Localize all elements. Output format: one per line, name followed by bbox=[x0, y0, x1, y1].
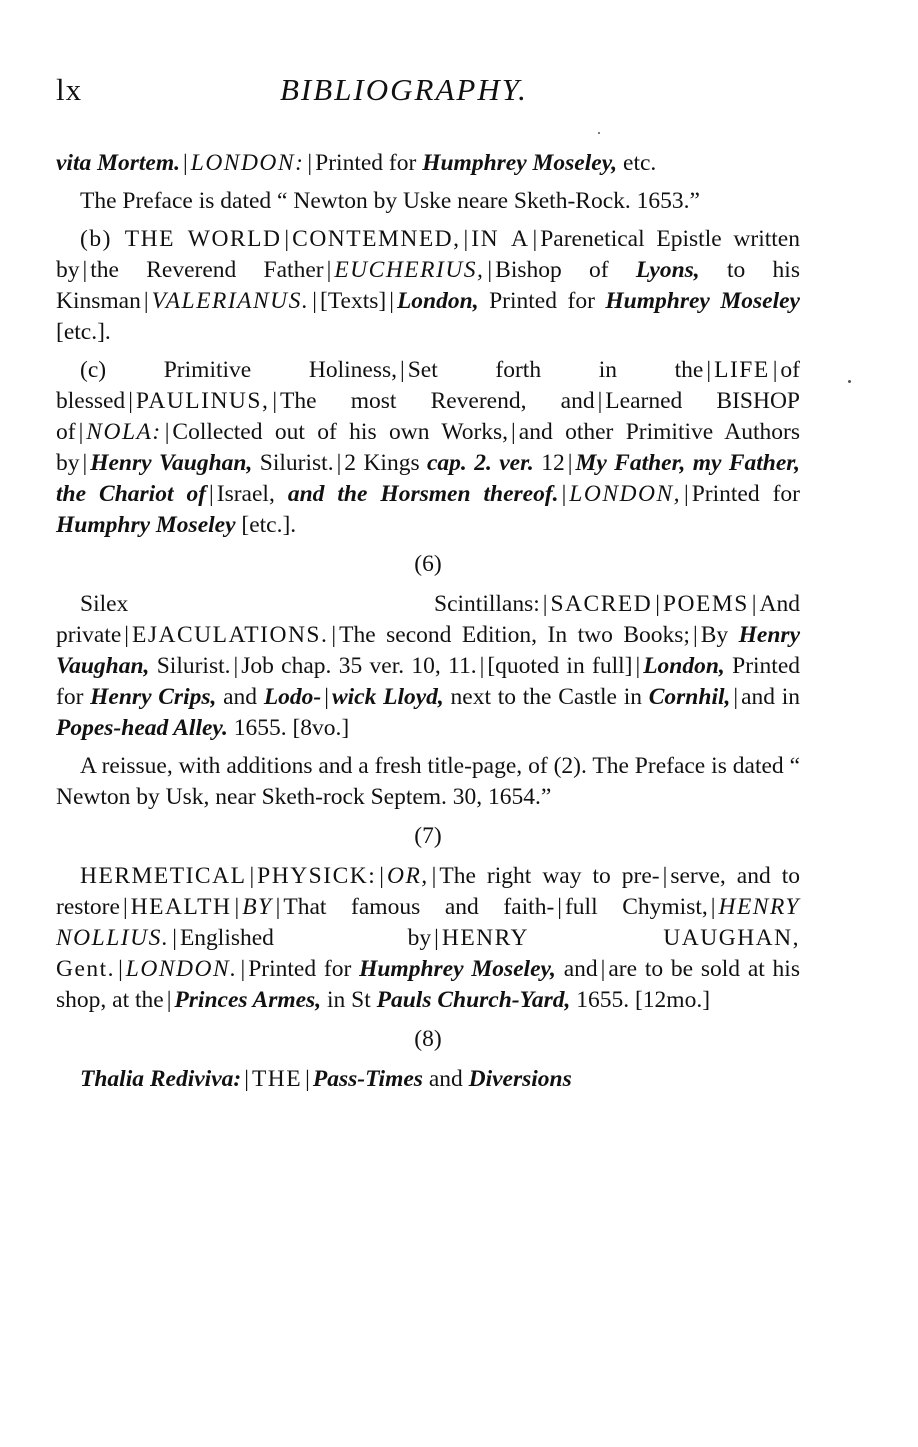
text-span: BY bbox=[242, 894, 273, 920]
entry-number-8: (8) bbox=[414, 1026, 442, 1052]
text-span: Lodo- bbox=[263, 684, 322, 710]
page-body bbox=[56, 148, 800, 1102]
text-span: and the Horsmen thereof. bbox=[287, 481, 559, 507]
text-span: And private bbox=[56, 591, 800, 648]
text-span: wick Lloyd, bbox=[331, 684, 444, 710]
text-span: Humphrey Moseley, bbox=[422, 150, 618, 176]
paragraph-primitive-holiness: (c) Primitive Holiness, | Set forth in the | LIFE | of blessed | PAULINUS, | The most Reverend, and | Learned BISHOP of | NOLA: | Collected out of his own Works, | and other Primitive Authors by | Henry Vaughan, Silurist. | 2 Kings cap. 2. ver. 12 | My Father, my Father, the Chariot of | Israel, and the Horsmen thereof. | LONDON, | Printed for Humphry Moseley [etc.]. bbox=[56, 357, 801, 538]
text-span: HERMETICAL bbox=[80, 863, 247, 889]
paragraph-thalia-rediviva: Thalia Rediviva: | THE | Pass-Times and Diversions bbox=[80, 1066, 572, 1092]
text-span: That famous and faith- bbox=[283, 894, 555, 920]
text-span: Printed for bbox=[489, 288, 595, 314]
text-span: Henry Vaughan, bbox=[56, 622, 800, 679]
text-span: EJACULATIONS. bbox=[131, 622, 329, 648]
text-span: and bbox=[563, 956, 598, 982]
text-span: LONDON, bbox=[569, 481, 681, 507]
text-span: of blessed bbox=[56, 357, 800, 414]
text-span: Set forth in the bbox=[407, 357, 704, 383]
page-header bbox=[56, 72, 816, 116]
paper-speck bbox=[598, 132, 600, 134]
text-span: Bishop of bbox=[495, 257, 609, 283]
text-span: CONTEMNED, bbox=[292, 226, 461, 252]
text-span: and bbox=[223, 684, 258, 710]
text-span: POEMS bbox=[662, 591, 749, 617]
text-span: EUCHERIUS, bbox=[334, 257, 485, 283]
text-span: 12 bbox=[541, 450, 565, 476]
text-span: next to the Castle in bbox=[450, 684, 642, 710]
text-span: The most Reverend, and bbox=[280, 388, 595, 414]
text-span: VALERIANUS. bbox=[151, 288, 310, 314]
text-span: HENRY UAUGHAN, Gent. bbox=[56, 925, 800, 982]
page-number: lx bbox=[56, 72, 83, 107]
text-span: Princes Armes, bbox=[174, 987, 322, 1013]
text-span: in St bbox=[326, 987, 371, 1013]
text-span: full Chymist, bbox=[564, 894, 708, 920]
entry-number-7: (7) bbox=[414, 823, 442, 849]
text-span: Collected out of his own Works, bbox=[172, 419, 509, 445]
text-span: PAULINUS, bbox=[135, 388, 270, 414]
text-span: London, bbox=[396, 288, 479, 314]
text-span: Englished by bbox=[179, 925, 432, 951]
text-span: Printed for bbox=[56, 653, 801, 710]
text-span: Humphry Moseley bbox=[56, 512, 236, 538]
text-span: and bbox=[428, 1066, 463, 1092]
text-span: Henry Crips, bbox=[90, 684, 217, 710]
text-span: [etc.]. bbox=[56, 319, 111, 345]
text-span: SACRED bbox=[550, 591, 653, 617]
paragraph-world-contemned: (b) THE WORLD | CONTEMNED, | IN A | Parenetical Epistle written by | the Reverend Father | EUCHERIUS, | Bishop of Lyons, to his Kinsman | VALERIANUS. | [Texts] | London, Printed for Humphrey Moseley [etc.]. bbox=[56, 226, 800, 345]
text-span: LIFE bbox=[714, 357, 770, 383]
running-title: BIBLIOGRAPHY. bbox=[280, 72, 528, 107]
text-span: Silurist. bbox=[259, 450, 334, 476]
text-span: LONDON. bbox=[125, 956, 238, 982]
text-span: By bbox=[700, 622, 729, 648]
text-span: and other Primitive Authors by bbox=[56, 419, 800, 476]
text-span: (b) THE WORLD bbox=[80, 226, 282, 252]
text-span: Thalia Rediviva: bbox=[80, 1066, 242, 1092]
text-span: [quoted in full] bbox=[487, 653, 633, 679]
text-span: Cornhil, bbox=[648, 684, 731, 710]
text-span: [Texts] bbox=[320, 288, 387, 314]
text-span: vita Mortem. bbox=[56, 150, 181, 176]
text-span: Silex Scintillans: bbox=[80, 591, 540, 617]
paper-speck bbox=[848, 380, 851, 383]
text-span: Printed for bbox=[691, 481, 800, 507]
paragraph-hermetical-physick: HERMETICAL | PHYSICK: | OR, | The right way to pre- | serve, and to restore | HEALTH | BY | That famous and faith- | full Chymist, | HENRY NOLLIUS. | Englished by | HENRY UAUGHAN, Gent. | LONDON. | Printed for Humphrey Moseley, and | are to be sold at his shop, at the | Princes Armes, in St Pauls Church-Yard, 1655. [12mo.] bbox=[56, 863, 800, 1013]
paragraph-silex-scintillans: Silex Scintillans: | SACRED | POEMS | And private | EJACULATIONS. | The second Edition, In two Books; | By Henry Vaughan, Silurist. | Job chap. 35 ver. 10, 11. | [quoted in full] | London, Printed for Henry Crips, and Lodo- | wick Lloyd, next to the Castle in Cornhil, | and in Popes-head Alley. 1655. [8vo.] bbox=[56, 591, 801, 741]
text-span: (c) Primitive Holiness, bbox=[80, 357, 397, 383]
text-span: to his Kinsman bbox=[56, 257, 800, 314]
entry-number-6: (6) bbox=[414, 551, 442, 577]
text-span: LONDON: bbox=[190, 150, 305, 176]
text-span: etc. bbox=[623, 150, 657, 176]
text-span: The second Edition, In two Books; bbox=[339, 622, 690, 648]
text-span: and in bbox=[741, 684, 801, 710]
text-span: HEALTH bbox=[130, 894, 232, 920]
text-span: are to be sold at his shop, at the bbox=[56, 956, 800, 1013]
text-span: Israel, bbox=[216, 481, 275, 507]
text-span: Parenetical Epistle written by bbox=[56, 226, 800, 283]
text-span: Popes-head Alley. bbox=[56, 715, 228, 741]
text-span: serve, and to restore bbox=[56, 863, 800, 920]
text-span: Printed for bbox=[248, 956, 352, 982]
text-span: HENRY NOLLIUS. bbox=[56, 894, 800, 951]
paragraph-vita-mortem: vita Mortem. | LONDON: | Printed for Humphrey Moseley, etc. bbox=[56, 150, 657, 176]
text-span: [etc.]. bbox=[241, 512, 297, 538]
text-span: Job chap. 35 ver. 10, 11. bbox=[241, 653, 477, 679]
text-span: London, bbox=[643, 653, 725, 679]
text-span: the Reverend Father bbox=[90, 257, 324, 283]
text-span: Learned BISHOP of bbox=[56, 388, 800, 445]
text-span: Printed for bbox=[315, 150, 417, 176]
text-span: 1655. [8vo.] bbox=[233, 715, 350, 741]
text-span: 1655. [12mo.] bbox=[576, 987, 711, 1013]
paragraph-reissue-note: A reissue, with additions and a fresh title-page, of (2). The Preface is dated “ Newton by Usk, near Sketh-rock Septem. 30, 1654.” bbox=[56, 753, 800, 810]
text-span: The right way to pre- bbox=[439, 863, 660, 889]
text-span: Pass-Times bbox=[312, 1066, 423, 1092]
text-span: PHYSICK: bbox=[257, 863, 377, 889]
paragraph-preface-1653: The Preface is dated “ Newton by Uske neare Sketh-Rock. 1653.” bbox=[80, 188, 700, 214]
text-span: Humphrey Moseley bbox=[605, 288, 800, 314]
text-span: cap. 2. ver. bbox=[427, 450, 534, 476]
text-span: Lyons, bbox=[635, 257, 700, 283]
text-span: OR, bbox=[386, 863, 429, 889]
text-span: Humphrey Moseley, bbox=[359, 956, 556, 982]
text-span: My Father, my Father, the Chariot of bbox=[56, 450, 801, 507]
text-span: THE bbox=[251, 1066, 303, 1092]
text-span: 2 Kings bbox=[344, 450, 420, 476]
text-span: IN A bbox=[471, 226, 530, 252]
text-span: NOLA: bbox=[86, 419, 162, 445]
text-span: Silurist. bbox=[156, 653, 231, 679]
text-span: Henry Vaughan, bbox=[90, 450, 253, 476]
text-span: Diversions bbox=[468, 1066, 572, 1092]
text-span: Pauls Church-Yard, bbox=[376, 987, 571, 1013]
